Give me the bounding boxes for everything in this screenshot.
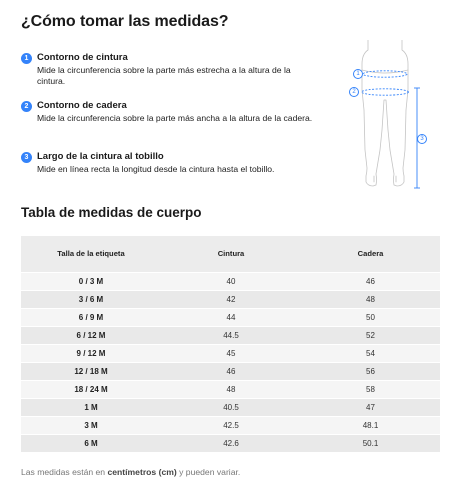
waist-cell: 40.5 [161, 398, 301, 416]
size-label-cell: 6 M [21, 434, 161, 452]
step-number-badge: 2 [21, 101, 32, 112]
footnote-unit: centímetros (cm) [107, 467, 177, 477]
column-header-waist: Cintura [161, 236, 301, 272]
hip-cell: 52 [301, 326, 440, 344]
hip-cell: 58 [301, 380, 440, 398]
table-row [21, 380, 440, 398]
hip-cell: 48.1 [301, 416, 440, 434]
step-description: Mide la circunferencia sobre la parte más ancha a la altura de la cadera. [37, 113, 313, 123]
size-label-cell: 1 M [21, 398, 161, 416]
table-row [21, 326, 440, 344]
footnote [21, 467, 240, 477]
table-header-row [21, 236, 440, 272]
size-label-cell: 3 M [21, 416, 161, 434]
waist-cell: 44 [161, 308, 301, 326]
table-row [21, 416, 440, 434]
size-label-cell: 18 / 24 M [21, 380, 161, 398]
table-row [21, 362, 440, 380]
table-row [21, 308, 440, 326]
size-label-cell: 0 / 3 M [21, 272, 161, 290]
waist-cell: 48 [161, 380, 301, 398]
size-label-cell: 3 / 6 M [21, 290, 161, 308]
waist-marker-badge: 1 [353, 69, 363, 79]
waist-cell: 42.5 [161, 416, 301, 434]
step-description: Mide en línea recta la longitud desde la cintura hasta el tobillo. [37, 164, 275, 174]
table-row [21, 290, 440, 308]
table-row [21, 434, 440, 452]
hip-cell: 54 [301, 344, 440, 362]
size-label-cell: 9 / 12 M [21, 344, 161, 362]
hip-cell: 50 [301, 308, 440, 326]
hip-cell: 48 [301, 290, 440, 308]
hip-cell: 50.1 [301, 434, 440, 452]
waist-cell: 40 [161, 272, 301, 290]
step-title: Largo de la cintura al tobillo [37, 151, 164, 162]
column-header-size-label: Talla de la etiqueta [21, 236, 161, 272]
column-header-hip: Cadera [301, 236, 440, 272]
body-measurement-figure [340, 40, 440, 200]
waist-cell: 44.5 [161, 326, 301, 344]
hip-marker-badge: 2 [349, 87, 359, 97]
size-table-title: Tabla de medidas de cuerpo [21, 205, 202, 220]
step-title: Contorno de cintura [37, 52, 128, 63]
step-number-badge: 3 [21, 152, 32, 163]
footnote-text-end: y pueden variar. [176, 467, 241, 477]
hip-cell: 47 [301, 398, 440, 416]
table-row [21, 344, 440, 362]
waist-cell: 46 [161, 362, 301, 380]
hip-cell: 46 [301, 272, 440, 290]
waist-cell: 42 [161, 290, 301, 308]
waist-cell: 45 [161, 344, 301, 362]
table-row [21, 272, 440, 290]
page-title: ¿Cómo tomar las medidas? [21, 13, 229, 30]
size-label-cell: 6 / 12 M [21, 326, 161, 344]
length-marker-badge: 3 [417, 134, 427, 144]
size-table [21, 236, 440, 452]
waist-cell: 42.6 [161, 434, 301, 452]
footnote-text: Las medidas están en [21, 467, 108, 477]
legs-outline-illustration [340, 40, 440, 200]
step-number-badge: 1 [21, 53, 32, 64]
step-description: Mide la circunferencia sobre la parte más estrecha a la altura de la cintura. [37, 65, 291, 86]
hip-cell: 56 [301, 362, 440, 380]
table-row [21, 398, 440, 416]
step-title: Contorno de cadera [37, 100, 127, 111]
size-label-cell: 6 / 9 M [21, 308, 161, 326]
size-label-cell: 12 / 18 M [21, 362, 161, 380]
